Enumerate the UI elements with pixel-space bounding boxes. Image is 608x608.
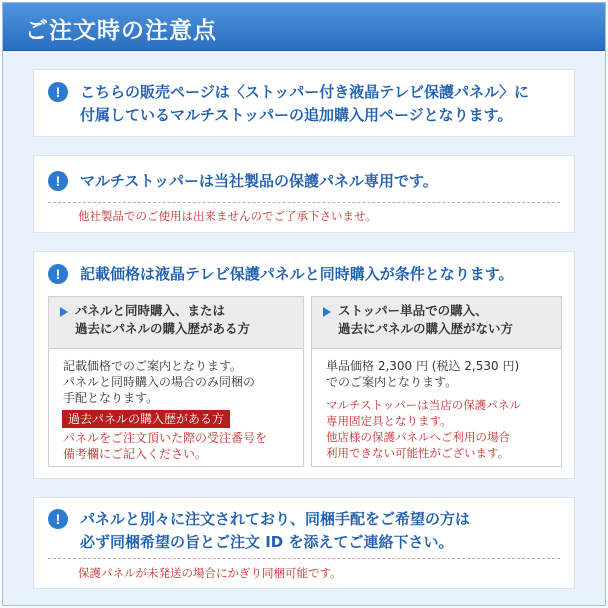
notice-1 [48,81,529,127]
warning-icon: ! [48,171,68,191]
warning-icon: ! [48,509,68,529]
option-box-heading: パネルと同時購入、または 過去にパネルの購入歴がある方 [49,297,303,349]
notice-2 [48,170,438,193]
notice-1-text: こちらの販売ページは〈ストッパー付き液晶テレビ保護パネル〉に 付属しているマルチストッパーの追加購入用ページとなります。 [80,83,529,124]
notice-3-title: 記載価格は液晶テレビ保護パネルと同時購入が条件となります。 [80,265,514,283]
option-box-red-note: マルチストッパーは当店の保護パネル 専用固定具となります。 他店様の保護パネルへご利用の場合 利用できない可能性がございます。 [326,398,521,460]
page-title: ご注文時の注意点 [25,18,217,44]
notice-card-4 [33,497,575,589]
option-box-body: 単品価格 2,300 円 (税込 2,530 円) でのご案内となります。 [326,359,520,389]
warning-icon: ! [48,82,68,102]
notice-4-text: パネルと別々に注文されており、同梱手配をご希望の方は 必ず同梱希望の旨とご注文 ID を添えてご連絡下さい。 [80,510,471,551]
header-bar [3,3,605,51]
option-box-with-panel [48,296,304,467]
option-box-body: 記載価格でのご案内となります。 パネルと同時購入の場合のみ同梱の 手配となります。 [63,359,256,405]
notice-card-2 [33,155,575,233]
triangle-bullet-icon [60,307,68,317]
triangle-bullet-icon [323,307,331,317]
notice-4 [48,508,470,554]
option-box-without-panel [311,296,562,467]
notice-card-3 [33,251,575,479]
notice-4-note: 保護パネルが未発送の場合にかぎり同梱可能です。 [78,566,342,580]
dashed-divider [48,558,560,559]
notice-2-title: マルチストッパーは当社製品の保護パネル専用です。 [80,172,438,190]
purchase-history-tag: 過去パネルの購入歴がある方 [62,410,230,428]
notice-card-1 [33,69,575,137]
notice-2-note: 他社製品でのご使用は出来ませんのでご了承下さいませ。 [78,209,377,223]
option-box-red-note: パネルをご注文頂いた際の受注番号を 備考欄にご記入ください。 [63,431,268,461]
dashed-divider [48,202,560,203]
notice-panel [2,2,606,606]
warning-icon: ! [48,264,68,284]
option-box-heading: ストッパー単品での購入、 過去にパネルの購入歴がない方 [312,297,561,349]
notice-3 [48,263,514,286]
